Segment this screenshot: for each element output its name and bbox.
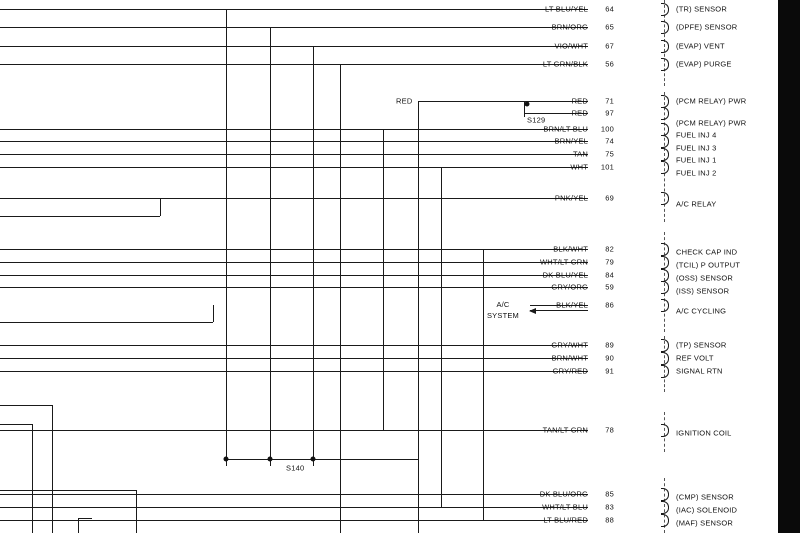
wire-run [0,345,588,346]
harness-drop [270,27,271,466]
pin-number: 71 [605,96,614,106]
wire-run [0,275,588,276]
circuit-label: (DPFE) SENSOR [676,22,738,32]
wire-label: DK BLU/ORG [539,489,588,499]
wire-run [0,27,588,28]
pin-number: 67 [605,41,614,51]
wire-label: PNK/YEL [554,193,588,203]
harness-drop [340,459,341,533]
pcm-connector-pin [661,514,669,527]
page-edge-shadow [778,0,800,533]
circuit-label: FUEL INJ 1 [676,155,717,165]
circuit-label: (EVAP) VENT [676,41,725,51]
circuit-label: A/C RELAY [676,199,717,209]
wire-label: RED [571,96,588,106]
pin-number: 64 [605,4,614,14]
pin-number: 100 [600,124,614,134]
pin-number: 85 [605,489,614,499]
pcm-connector-pin [661,161,669,174]
wire-run [0,198,588,199]
ac-cycling-arrow [530,310,588,311]
wire-run [0,371,588,372]
pcm-connector-pin [661,40,669,53]
pcm-connector-pin [661,339,669,352]
red-wire-label: RED [396,96,413,106]
pin-number: 78 [605,425,614,435]
harness-drop [52,405,53,533]
wire-label: WHT/LT GRN [540,257,588,267]
circuit-label: FUEL INJ 4 [676,130,717,140]
wire-label: GRY/RED [552,366,588,376]
circuit-label: A/C CYCLING [676,306,727,316]
wire-label: DK BLU/YEL [542,270,588,280]
wire-run [0,490,136,491]
pin-number: 97 [605,108,614,118]
splice-label-s129: S129 [527,115,546,125]
harness-drop [418,101,419,494]
circuit-label: (TCIL) P OUTPUT [676,260,741,270]
splice-dot [311,457,316,462]
wire-run [0,287,588,288]
pcm-connector-pin [661,21,669,34]
circuit-label: (IAC) SOLENOID [676,505,738,515]
harness-drop [340,64,341,466]
harness-drop [483,249,484,520]
pin-number: 89 [605,340,614,350]
wire-label: RED [571,108,588,118]
wire-label: BRN/YEL [554,136,588,146]
wire-label: BLK/WHT [553,244,588,254]
circuit-label: (PCM RELAY) PWR [676,96,747,106]
wire-run [78,518,92,519]
pin-number: 59 [605,282,614,292]
pin-number: 82 [605,244,614,254]
pcm-connector-pin [661,256,669,269]
pcm-connector-pin [661,424,669,437]
pin-number: 79 [605,257,614,267]
circuit-label: (ISS) SENSOR [676,286,730,296]
circuit-label: (TP) SENSOR [676,340,727,350]
pcm-connector-pin [661,281,669,294]
harness-drop [136,490,137,533]
circuit-label: REF VOLT [676,353,714,363]
pin-number: 88 [605,515,614,525]
circuit-label: FUEL INJ 3 [676,143,717,153]
wire-label: GRY/ORG [551,282,588,292]
pcm-connector-pin [661,488,669,501]
wire-run [0,405,52,406]
pcm-connector-pin [661,243,669,256]
wire-label: BLK/YEL [556,300,588,310]
pcm-connector-pin [661,352,669,365]
pin-number: 74 [605,136,614,146]
harness-drop [213,305,214,322]
wire-label: WHT [570,162,588,172]
wire-run [0,9,588,10]
wire-run [0,46,588,47]
pin-number: 86 [605,300,614,310]
wire-run [0,262,588,263]
pin-number: 65 [605,22,614,32]
splice-dot [268,457,273,462]
splice-dot [224,457,229,462]
ac-system-label-line1: A/C [496,300,510,309]
pcm-connector-pin [661,3,669,16]
pcm-connector-pin [661,501,669,514]
harness-drop [32,424,33,533]
harness-drop [418,459,419,533]
wire-label: BRN/WHT [551,353,588,363]
pcm-connector-pin [661,299,669,312]
harness-drop [160,198,161,216]
circuit-label: CHECK CAP IND [676,247,738,257]
wire-label: TAN [572,149,588,159]
circuit-label: (PCM RELAY) PWR [676,118,747,128]
wire-run [0,358,588,359]
pin-number: 91 [605,366,614,376]
pin-number: 101 [600,162,614,172]
wire-label: BRN/ORG [551,22,588,32]
circuit-label: (MAF) SENSOR [676,518,733,528]
harness-drop [383,129,384,430]
wire-run [0,322,213,323]
circuit-label: (EVAP) PURGE [676,59,732,69]
pin-number: 75 [605,149,614,159]
pcm-connector-pin [661,58,669,71]
pcm-connector-pin [661,107,669,120]
circuit-label: SIGNAL RTN [676,366,723,376]
circuit-label: FUEL INJ 2 [676,168,717,178]
pin-number: 69 [605,193,614,203]
wire-label: LT BLU/RED [543,515,588,525]
pin-number: 83 [605,502,614,512]
pcm-connector-pin [661,365,669,378]
wire-label: BRN/LT BLU [543,124,588,134]
circuit-label: (OSS) SENSOR [676,273,733,283]
wire-run [0,64,588,65]
wire-run [0,249,588,250]
pin-number: 56 [605,59,614,69]
wire-label: GRY/WHT [551,340,588,350]
harness-drop [441,167,442,507]
harness-drop [313,46,314,466]
circuit-label: IGNITION COIL [676,428,732,438]
wire-run [0,424,32,425]
pcm-connector-pin [661,148,669,161]
circuit-label: (TR) SENSOR [676,4,727,14]
splice-label-s140: S140 [286,463,305,473]
wire-label: LT BLU/YEL [545,4,588,14]
circuit-label: (CMP) SENSOR [676,492,734,502]
wire-run [0,216,160,217]
wire-label: LT GRN/BLK [542,59,588,69]
wire-label: WHT/LT BLU [542,502,588,512]
harness-drop [78,518,79,533]
ac-system-label-line2: SYSTEM [486,311,520,320]
pin-number: 84 [605,270,614,280]
wire-label: VIO/WHT [554,41,588,51]
pcm-connector-pin [661,192,669,205]
splice-bus-s140 [226,459,418,460]
harness-drop [226,9,227,466]
pin-number: 90 [605,353,614,363]
wire-label: TAN/LT GRN [542,425,588,435]
pcm-connector-pin [661,135,669,148]
